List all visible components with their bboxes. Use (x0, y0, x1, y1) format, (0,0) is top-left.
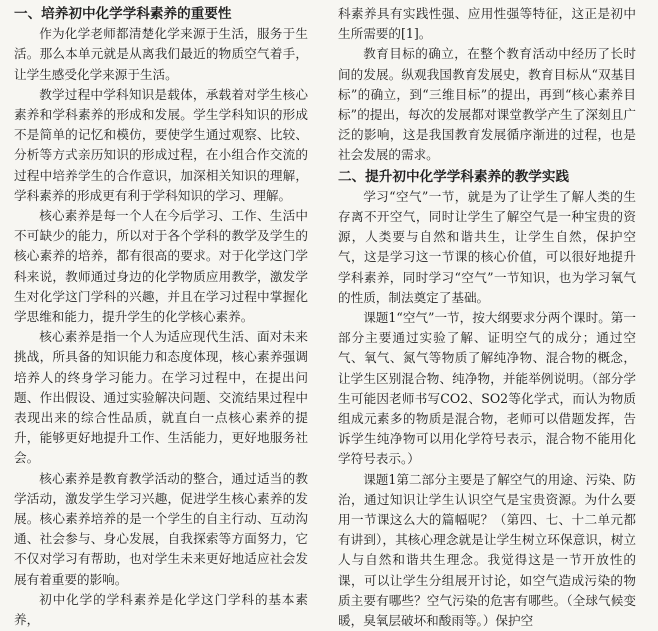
right-column (338, 4, 636, 631)
paragraph: 初中化学的学科素养是化学这门学科的基本素养， (14, 591, 308, 628)
section-heading-2: 二、提升初中化学学科素养的教学实践 (338, 168, 570, 185)
paragraph: 教育目标的确立，在整个教育活动中经历了长时间的发展。纵观我国教育发展史，教育目标从“双基目标”的确立，到“三维目标”的提出，再到“核心素养目标”的提出，每次的发展都对课堂教学产生了深刻且广泛的影响，这是我国教育发展循序渐进的过程，也是社会发展的需求。 (338, 46, 636, 163)
left-column (14, 4, 308, 630)
paragraph: 课题1第二部分主要是了解空气的用途、污染、防治，通过知识让学生认识空气是宝贵资源。为什么要用一节课这么大的篇幅呢？（第四、七、十二单元都有讲到），其核心理念就是让学生树立环保意识，树立人与自然和谐共生理念。我觉得这是一节开放性的课，可以让学生分组展开讨论，如空气造成污染的物质主要有哪些？空气污染的危害有哪些。（全球气候变暖，臭氧层破坏和酸雨等。）保护空 (338, 471, 636, 629)
paragraph: 教学过程中学科知识是载体，承载着对学生核心素养和学科素养的形成和发展。学生学科知识的形成不是简单的记忆和模仿，要使学生通过观察、比较、分析等方式亲历知识的形成过程，在小组合作交流的过程中培养学生的合作意识，加深相关知识的理解，学科素养的形成更有利于学科知识的学习、理解。 (14, 86, 308, 203)
paragraph: 作为化学老师都清楚化学来源于生活，服务于生活。那么本单元就是从离我们最近的物质空气着手，让学生感受化学来源于生活。 (14, 26, 308, 82)
section-heading-1: 一、培养初中化学学科素养的重要性 (14, 6, 232, 22)
continued-paragraph: 科素养具有实践性强、应用性强等特征，这正是初中生所需要的[1]。 (338, 6, 636, 42)
paragraph: 课题1“空气”一节，按大纲要求分两个课时。第一部分主要通过实验了解、证明空气的成分；通过空气、氧气、氮气等物质了解纯净物、混合物的概念，让学生区别混合物、纯净物，并能举例说明。（部分学生可能因老师书写CO2、SO2等化学式，而认为物质组成元素多的物质是混合物，老师可以借题发挥，告诉学生纯净物可以用化学符号表示，混合物不能用化学符号表示。） (338, 310, 636, 467)
paragraph: 核心素养是每一个人在今后学习、工作、生活中不可缺少的能力，所以对于各个学科的教学及学生的核心素养的培养，都有很高的要求。对于化学这门学科来说，教师通过身边的化学物质应用教学，激发学生对化学这门学科的兴趣，并且在学习过程中掌握化学思维和能力，提升学生的化学核心素养。 (14, 208, 308, 325)
paragraph: 核心素养是指一个人为适应现代生活、面对未来挑战，所具备的知识能力和态度体现，核心素养强调培养人的终身学习能力。在学习过程中，在提出问题、作出假设、通过实验解决问题、交流结果过程中表现出来的综合性品质，就直白一点核心素养的提升，能够更好地提升工作、生活能力，更好地服务社会。 (14, 329, 308, 466)
paragraph: 核心素养是教育教学活动的整合，通过适当的教学活动，激发学生学习兴趣，促进学生核心素养的发展。核心素养培养的是一个学生的自主行动、互动沟通、社会参与、身心发展，自我探索等方面努力，它不仅对学习有帮助，也对学生未来更好地适应社会发展有着重要的影响。 (14, 470, 308, 587)
paragraph: 学习“空气”一节，就是为了让学生了解人类的生存离不开空气，同时让学生了解空气是一种宝贵的资源，人类要与自然和谐共生，让学生自然，保护空气，这是学习这一节课的核心价值，可以很好地提升学科素养，同时学习“空气”一节知识，也为学习氧气的性质，制法奠定了基础。 (338, 188, 636, 305)
